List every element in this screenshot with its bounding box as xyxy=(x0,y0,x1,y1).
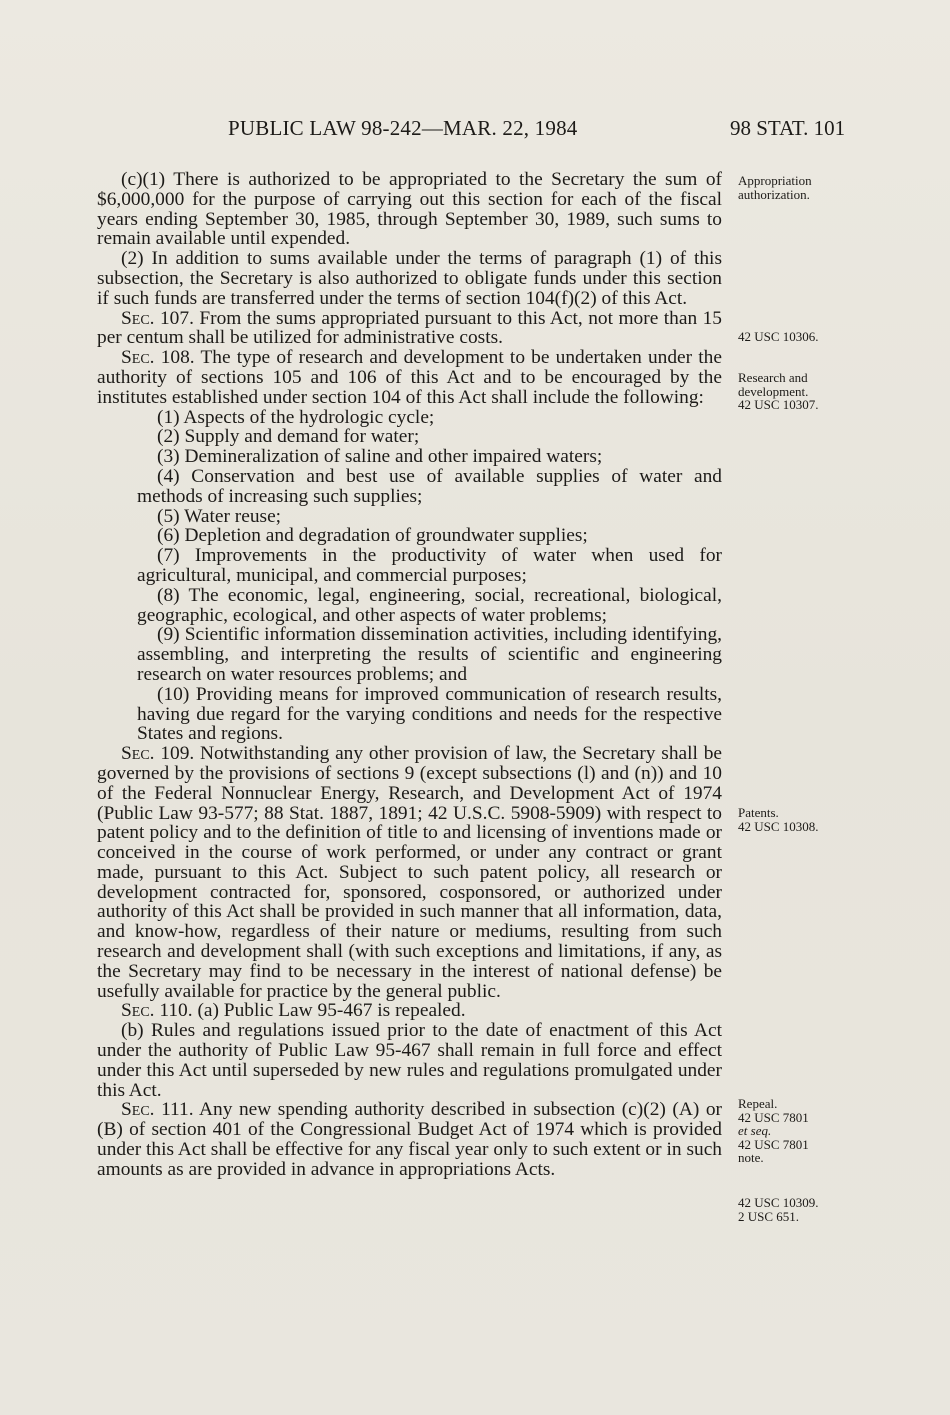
margin-note-line: Appropriation xyxy=(738,173,812,188)
margin-note-line: 42 USC 10309. xyxy=(738,1195,819,1210)
paragraph-c2: (2) In addition to sums available under the terms of paragraph (1) of this subsection, the Secretary is also authorized to obligate funds under this section if such funds are transferred under the terms of section 104(f)(2) of this Act. xyxy=(97,248,722,309)
margin-note-line: authorization. xyxy=(738,186,810,202)
margin-note-line: 42 USC 10307. xyxy=(738,397,819,412)
paragraph-c1: (c)(1) There is authorized to be appropriated to the Secretary the sum of $6,000,000 for the purpose of carrying out this section for each of the fiscal years ending September 30, 1985, through September 30, 1989, such sums to remain available until expended. xyxy=(97,169,722,250)
section-109 xyxy=(97,744,722,1001)
margin-note-repeal xyxy=(738,1097,858,1165)
list-item: (10) Providing means for improved communication of research results, having due regard for the varying conditions and needs for the respective States and regions. xyxy=(137,683,722,745)
section-111-text: 111. Any new spending authority described in subsection (c)(2) (A) or (B) of section 401 of the Congressional Budget Act of 1974 which is provided under this Act shall be effective for any fiscal year only to such extent or in such amounts as are provided in advance in appropriations Acts. xyxy=(97,1099,722,1180)
margin-note-usc10306 xyxy=(738,330,858,344)
body-text xyxy=(97,170,722,1180)
list-item: (6) Depletion and degradation of groundwater supplies; xyxy=(157,525,588,547)
section-label: Sec. xyxy=(121,1000,155,1022)
section-107 xyxy=(97,309,722,349)
page-header-title: PUBLIC LAW 98-242—MAR. 22, 1984 xyxy=(228,116,578,140)
margin-note-research xyxy=(738,371,858,412)
section-107-text: 107. From the sums appropriated pursuant to this Act, not more than 15 per centum shall be utilized for administrative costs. xyxy=(97,307,722,349)
margin-note-line: note. xyxy=(738,1150,764,1165)
list-item: (5) Water reuse; xyxy=(157,505,282,527)
section-110-text: 110. (a) Public Law 95-467 is repealed. xyxy=(154,1000,466,1022)
section-110 xyxy=(97,1001,722,1021)
margin-note-appropriation xyxy=(738,174,858,201)
list-item: (8) The economic, legal, engineering, social, recreational, biological, geographic, ecological, and other aspects of water problems; xyxy=(137,584,722,626)
section-108-text: 108. The type of research and development to be undertaken under the authority of sections 105 and 106 of this Act and to be encouraged by the institutes established under section 104 of this Act shall include the following: xyxy=(97,347,722,408)
page-header-stat: 98 STAT. 101 xyxy=(730,116,846,140)
margin-note-line: 42 USC 10308. xyxy=(738,818,819,834)
section-110b: (b) Rules and regulations issued prior to the date of enactment of this Act under the authority of Public Law 95-467 shall remain in full force and effect under this Act until superseded by new rules and regulations promulgated under this Act. xyxy=(97,1020,722,1101)
section-111 xyxy=(97,1100,722,1179)
section-label: Sec. xyxy=(121,1099,155,1121)
section-label: Sec. xyxy=(121,347,155,369)
margin-note-line: et seq. xyxy=(738,1123,772,1138)
list-item: (3) Demineralization of saline and other impaired waters; xyxy=(157,446,603,468)
section-label: Sec. xyxy=(121,743,155,765)
section-108 xyxy=(97,348,722,407)
margin-note-line: 2 USC 651. xyxy=(738,1208,800,1224)
section-109-text: 109. Notwithstanding any other provision of law, the Secretary shall be governed by the provisions of sections 9 (except subsections (l) and (n)) and 10 of the Federal Nonnuclear Energy, Research, and Development Act of 1974 (Public Law 93-577; 88 Stat. 1887, 1891; 42 U.S.C. 5908-5909) with respect to patent policy and to the definition of title to and licensing of inventions made or conceived in the course of work performed, or under any contract or grant made, pursuant to this Act. Subject to such patent policy, all research or development contracted for, sponsored, cosponsored, or authorized under authority of this Act shall be provided in such manner that all information, data, and know-how, regardless of their nature or mediums, resulting from such research and development shall (with such exceptions and limitations, if any, as the Secretary may find to be necessary in the interest of national defense) be usefully available for practice by the general public. xyxy=(97,743,722,1002)
margin-note-line: 42 USC 10306. xyxy=(738,329,819,344)
margin-note-line: 42 USC 7801 xyxy=(738,1136,809,1152)
section-label: Sec. xyxy=(121,307,155,329)
margin-note-patents xyxy=(738,806,858,833)
margin-note-line: Repeal. xyxy=(738,1096,778,1111)
margin-note-line: Research and xyxy=(738,370,808,385)
margin-note-line: development. xyxy=(738,383,809,399)
list-item: (2) Supply and demand for water; xyxy=(157,426,420,448)
margin-note-line: Patents. xyxy=(738,805,779,820)
margin-note-line: 42 USC 7801 xyxy=(738,1109,809,1125)
list-item: (1) Aspects of the hydrologic cycle; xyxy=(157,406,435,428)
margin-note-usc10309 xyxy=(738,1196,858,1223)
list-item: (4) Conservation and best use of available supplies of water and methods of increasing such supplies; xyxy=(137,465,722,507)
list-item: (9) Scientific information dissemination activities, including identifying, assembling, and interpreting the results of scientific and engineering research on water resources problems; and xyxy=(137,624,722,685)
list-item: (7) Improvements in the productivity of water when used for agricultural, municipal, and commercial purposes; xyxy=(137,545,722,586)
